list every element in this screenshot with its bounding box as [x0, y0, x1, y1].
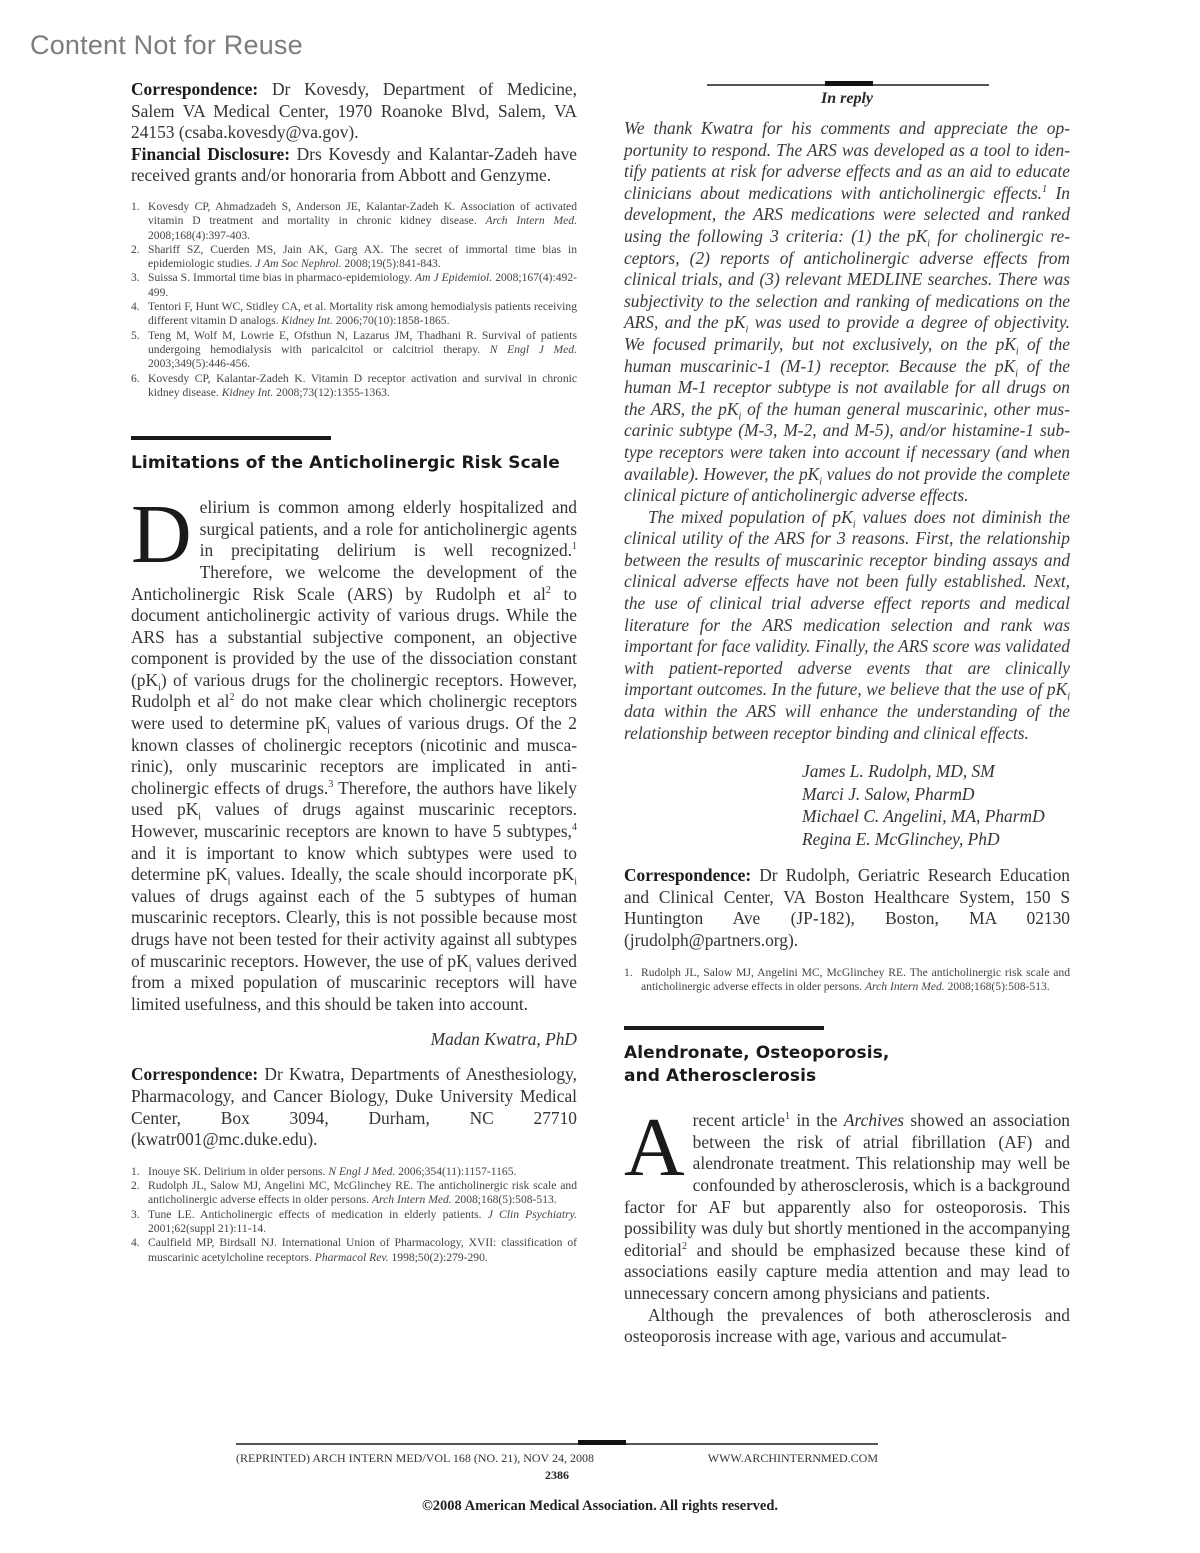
financial-disclosure: Financial Disclosure: Drs Kovesdy and Kalantar-Zadeh have received grants and/or honoraria from Abbott and Genzyme. — [131, 143, 577, 186]
reference-item: 6. Kovesdy CP, Kalantar-Zadeh K. Vitamin D receptor activation and survival in chronic kidney disease. Kidney Int. 2008;73(12):1355-1363. — [131, 371, 577, 399]
letter-body-alendronate-paragraph-2: Although the prevalences of both atherosclerosis and osteoporosis increase with age, various and accumulat- — [624, 1304, 1070, 1347]
reply-heading: In reply — [821, 90, 873, 107]
reference-item: 4. Tentori F, Hunt WC, Stidley CA, et al. Mortality risk among hemodialysis patients receiving different vitamin D analogs. Kidney Int. 2006;70(10):1858-1865. — [131, 300, 577, 328]
left-column — [131, 79, 577, 1265]
rudolph-correspondence: Correspondence: Dr Rudolph, Geriatric Research Education and Clinical Center, VA Boston Healthcare System, 150 S Huntington Ave (JP-182), Boston, MA 02130 (jrudolph@partners.org). — [624, 865, 1070, 950]
section-divider — [131, 436, 331, 440]
letter-body-alendronate: A recent article$^1$ in the Archives showed an association between the risk of atrial fibrillation (AF) and alendronate treatment. This relationship may well be confounded by atherosclerosis, which is a background factor for AF but apparently also for osteoporosis. This possibility was duly but shortly mentioned in the accompanying editorial$^2$ and should be emphasized because these kind of associations easily capture media attention and may lead to unnecessary concern among physicians and patients. — [624, 1101, 1070, 1303]
right-column — [624, 84, 1070, 1348]
reference-item: 5. Teng M, Wolf M, Lowrie E, Ofsthun N, Lazarus JM, Thadhani R. Survival of patients undergoing hemodialysis with paricalcitol or calcitriol therapy. N Engl J Med. 2003;349(5):446-456. — [131, 328, 577, 371]
section-title-anticholinergic: Limitations of the Anticholinergic Risk Scale — [131, 453, 560, 474]
correspondence-label: Correspondence: — [131, 79, 259, 99]
author-signature: Madan Kwatra, PhD — [430, 1029, 577, 1050]
kovesdy-correspondence: Correspondence: Dr Kovesdy, Department of Medicine, Salem VA Medical Center, 1970 Roanoke Blvd, Salem, VA 24153 (csaba.kovesdy@va.gov). — [131, 79, 577, 143]
author-name: Michael C. Angelini, MA, PharmD — [802, 806, 1045, 827]
rudolph-reference-list — [624, 966, 1070, 995]
disclosure-label: Financial Disclosure: — [131, 143, 290, 164]
reference-item: 1. Kovesdy CP, Ahmadzadeh S, Anderson JE, Kalantar-Zadeh K. Association of activated vitamin D treatment and mortality in chronic kidney disease. Arch Intern Med. 2008;168(4):397-403. — [131, 199, 577, 242]
page-number: 2386 — [545, 1468, 569, 1482]
reference-item: 3. Tune LE. Anticholinergic effects of medication in elderly patients. J Clin Psychiatry. 2001;62(suppl 21):11-14. — [131, 1207, 577, 1235]
journal-website: WWW.ARCHINTERNMED.COM — [707, 1451, 878, 1465]
journal-citation: (REPRINTED) ARCH INTERN MED/VOL 168 (NO. 21), NOV 24, 2008 — [236, 1451, 594, 1465]
reply-divider — [707, 84, 989, 86]
watermark: Content Not for Reuse — [30, 30, 303, 60]
author-name: Marci J. Salow, PharmD — [802, 783, 975, 804]
section-title-alendronate: Alendronate, Osteoporosis, and Atherosclerosis — [624, 1043, 890, 1087]
kwatra-correspondence: Correspondence: Dr Kwatra, Departments of Anesthesiology, Pharmacology, and Cancer Biology, Duke University Medical Center, Box 3094, Durham, NC 27710 (kwatr001@mc.duke.edu). — [131, 1064, 577, 1150]
letter-body-kwatra: Delirium is common among elderly hospitalized and surgical patients, and a role for anticholinergic agents in precipitating delirium is well recognized.$^1$ Therefore, we welcome the development of the Anticholinergic Risk Scale (ARS) by Rudolph et $al^2$ to document anticholinergic activity of various drugs. While the ARS has a substantial subjective component, an objective component is provided by the use of the dissociation constant $(pK_i)$ of various drugs for the cholinergic receptors. However, Rudolph et $al^2$ do not make clear which cholinergic receptors were used to determine $pK_i$ values of various drugs. Of the 2 known classes of cholinergic receptors (nicotinic and muscarinic), only muscarinic receptors are implicated in anticholinergic effects of drugs.$^3$ Therefore, the authors have likely used $pK_i$ values of drugs against muscarinic receptors. However, muscarinic receptors are known to have 5 subtypes,$^4$ and it is important to know which subtypes were used to determine $pK_i$ values. Ideally, the scale should incorporate $pK_i$ values of drugs against each of the 5 subtypes of human muscarinic receptors. Clearly, this is not possible because most drugs have not been tested for their activity against all subtypes of muscarinic receptors. However, the use of $pK_i$ values derived from a mixed population of muscarinic receptors will have limited usefulness, and this should be taken into account. — [131, 488, 578, 1014]
drop-cap: A — [624, 1101, 685, 1195]
reference-item: 2. Rudolph JL, Salow MJ, Angelini MC, McGlinchey RE. The anticholinergic risk scale and anticholinergic adverse effects in older persons. Arch Intern Med. 2008;168(5):508-513. — [131, 1179, 577, 1207]
drop-cap: D — [131, 488, 192, 582]
footer-divider — [236, 1443, 878, 1445]
author-name: Regina E. McGlinchey, PhD — [802, 828, 1000, 849]
reference-item: 3. Suissa S. Immortal time bias in pharmaco-epidemiology. Am J Epidemiol. 2008;167(4):492-499. — [131, 271, 577, 299]
reference-item: 1. Rudolph JL, Salow MJ, Angelini MC, McGlinchey RE. The anticholinergic risk scale and anticholinergic adverse effects in older persons. Arch Intern Med. 2008;168(5):508-513. — [624, 965, 1070, 993]
reference-item: 4. Caulfield MP, Birdsall NJ. International Union of Pharmacology, XVII: classification of muscarinic acetylcholine receptors. Pharmacol Rev. 1998;50(2):279-290. — [131, 1236, 577, 1264]
kovesdy-reference-list — [131, 200, 577, 400]
reply-authors — [802, 760, 1070, 850]
author-name: James L. Rudolph, MD, SM — [802, 761, 995, 782]
reply-body: We thank Kwatra for his comments and appreciate the opportunity to respond. The ARS was developed as a tool to identify patients at risk for adverse effects and as an aid to educate clinicians about medications with anticholinergic effects.$^1$ In development, the ARS medications were selected and ranked using the following 3 criteria: (1) the $pK_i$ for cholinergic receptors, (2) reports of anticholinergic adverse effects from clinical trials, and (3) relevant MEDLINE searches. There was subjectivity to the selection and ranking of medications on the ARS, and the $pK_i$ was used to provide a degree of objectivity. We focused primarily, but not exclusively, on the $pK_i$ of the human muscarinic-1 (M-1) receptor. Because the $pK_i$ of the human M-1 receptor subtype is not available for all drugs on the ARS, the $pK_i$ of the human general muscarinic, other muscarinic subtype (M-3, M-2, and M-5), and/or histamine-1 subtype receptors were taken into account if necessary (and when available). However, the $pK_i$ values do not provide the complete clinical picture of anticholinergic adverse effects. — [624, 118, 1071, 506]
reference-item: 1. Inouye SK. Delirium in older persons. N Engl J Med. 2006;354(11):1157-1165. — [131, 1164, 517, 1178]
kwatra-reference-list — [131, 1165, 577, 1265]
reference-item: 2. Shariff SZ, Cuerden MS, Jain AK, Garg AX. The secret of immortal time bias in epidemiologic studies. J Am Soc Nephrol. 2008;19(5):841-843. — [131, 242, 577, 271]
section-divider — [624, 1026, 824, 1030]
reply-body-paragraph-2: The mixed population of $pK_i$ values does not diminish the clinical utility of the ARS for 3 reasons. First, the relationship between the results of muscarinic receptor binding assays and clinical adverse effects have not been fully established. Next, the use of clinical trial adverse effect reports and medical literature for the ARS medication selection and rank was important for face validity. Finally, the ARS score was validated with patient-reported adverse events that are clinically important outcomes. In the future, we believe that the use of $pK_i$ data within the ARS will enhance the understanding of the relationship between receptor binding and clinical effects. — [624, 506, 1071, 743]
page-footer — [236, 1443, 878, 1483]
copyright-notice: ©2008 American Medical Association. All rights reserved. — [421, 1498, 779, 1514]
